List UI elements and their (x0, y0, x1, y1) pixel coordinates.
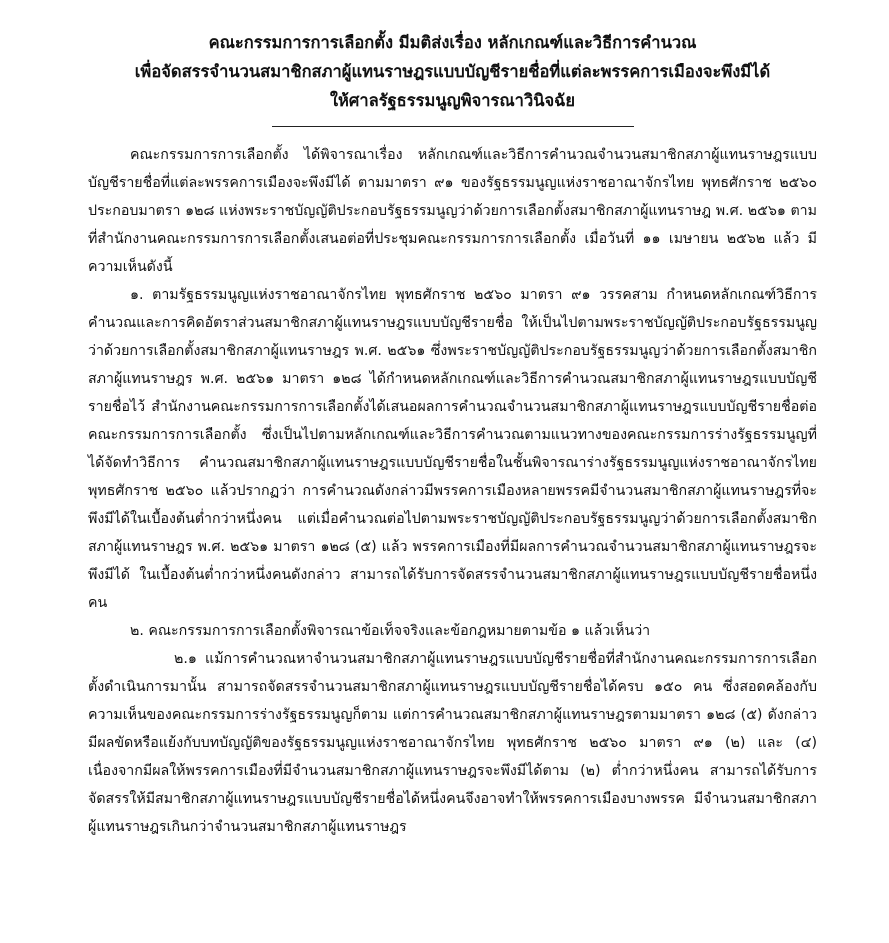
title-line-1: คณะกรรมการการเลือกตั้ง มีมติส่งเรื่อง หลักเกณฑ์และวิธีการคำนวณ (208, 33, 697, 52)
paragraph-item-1: ๑. ตามรัฐธรรมนูญแห่งราชอาณาจักรไทย พุทธศักราช ๒๕๖๐ มาตรา ๙๑ วรรคสาม กำหนดหลักเกณฑ์วิธีการคำนวณและการคิดอัตราส่วนสมาชิกสภาผู้แทนราษฎรแบบบัญชีรายชื่อ ให้เป็นไปตามพระราชบัญญัติประกอบรัฐธรรมนูญว่าด้วยการเลือกตั้งสมาชิกสภาผู้แทนราษฎร พ.ศ. ๒๕๖๑ ซึ่งพระราชบัญญัติประกอบรัฐธรรมนูญว่าด้วยการเลือกตั้งสมาชิกสภาผู้แทนราษฎร พ.ศ. ๒๕๖๑ มาตรา ๑๒๘ ได้กำหนดหลักเกณฑ์และวิธีการคำนวณสมาชิกสภาผู้แทนราษฎรแบบบัญชีรายชื่อไว้ สำนักงานคณะกรรมการการเลือกตั้งได้เสนอผลการคำนวณจำนวนสมาชิกสภาผู้แทนราษฎรแบบบัญชีรายชื่อต่อคณะกรรมการการเลือกตั้ง ซึ่งเป็นไปตามหลักเกณฑ์และวิธีการคำนวณตามแนวทางของคณะกรรมการร่างรัฐธรรมนูญที่ได้จัดทำวิธีการ คำนวณสมาชิกสภาผู้แทนราษฎรแบบบัญชีรายชื่อในชั้นพิจารณาร่างรัฐธรรมนูญแห่งราชอาณาจักรไทย พุทธศักราช ๒๕๖๐ แล้วปรากฏว่า การคำนวณดังกล่าวมีพรรคการเมืองหลายพรรคมีจำนวนสมาชิกสภาผู้แทนราษฎรที่จะพึงมีได้ในเบื้องต้นต่ำกว่าหนึ่งคน แต่เมื่อคำนวณต่อไปตามพระราชบัญญัติประกอบรัฐธรรมนูญว่าด้วยการเลือกตั้งสมาชิกสภาผู้แทนราษฎร พ.ศ. ๒๕๖๑ มาตรา ๑๒๘ (๕) แล้ว พรรคการเมืองที่มีผลการคำนวณจำนวนสมาชิกสภาผู้แทนราษฎรจะพึงมีได้ ในเบื้องต้นต่ำกว่าหนึ่งคนดังกล่าว สามารถได้รับการจัดสรรจำนวนสมาชิกสภาผู้แทนราษฎรแบบบัญชีรายชื่อหนึ่งคน (88, 287, 817, 611)
title-line-3: ให้ศาลรัฐธรรมนูญพิจารณาวินิจฉัย (329, 91, 576, 110)
document-title (88, 28, 817, 115)
document-body (88, 141, 817, 841)
paragraph-item-2: ๒. คณะกรรมการการเลือกตั้งพิจารณาข้อเท็จจริงและข้อกฎหมายตามข้อ ๑ แล้วเห็นว่า (130, 623, 651, 639)
paragraph-intro: คณะกรรมการการเลือกตั้ง ได้พิจารณาเรื่อง หลักเกณฑ์และวิธีการคำนวณจำนวนสมาชิกสภาผู้แทนราษฎรแบบบัญชีรายชื่อที่แต่ละพรรคการเมืองจะพึงมีได้ ตามมาตรา ๙๑ ของรัฐธรรมนูญแห่งราชอาณาจักรไทย พุทธศักราช ๒๕๖๐ ประกอบมาตรา ๑๒๘ แห่งพระราชบัญญัติประกอบรัฐธรรมนูญว่าด้วยการเลือกตั้งสมาชิกสภาผู้แทนราษฎ พ.ศ. ๒๕๖๑ ตามที่สำนักงานคณะกรรมการการเลือกตั้งเสนอต่อที่ประชุมคณะกรรมการการเลือกตั้ง เมื่อวันที่ ๑๑ เมษายน ๒๕๖๒ แล้ว มีความเห็นดังนี้ (88, 147, 817, 275)
paragraph-item-2-1: ๒.๑ แม้การคำนวณหาจำนวนสมาชิกสภาผู้แทนราษฎรแบบบัญชีรายชื่อที่สำนักงานคณะกรรมการการเลือกตั้งดำเนินการมานั้น สามารถจัดสรรจำนวนสมาชิกสภาผู้แทนราษฎรแบบบัญชีรายชื่อได้ครบ ๑๕๐ คน ซึ่งสอดคล้องกับความเห็นของคณะกรรมการร่างรัฐธรรมนูญก็ตาม แต่การคำนวณสมาชิกสภาผู้แทนราษฎรตามมาตรา ๑๒๘ (๕) ดังกล่าวมีผลขัดหรือแย้งกับบทบัญญัติของรัฐธรรมนูญแห่งราชอาณาจักรไทย พุทธศักราช ๒๕๖๐ มาตรา ๙๑ (๒) และ (๔) เนื่องจากมีผลให้พรรคการเมืองที่มีจำนวนสมาชิกสภาผู้แทนราษฎรจะพึงมีได้ตาม (๒) ต่ำกว่าหนึ่งคน สามารถได้รับการจัดสรรให้มีสมาชิกสภาผู้แทนราษฎรแบบบัญชีรายชื่อได้หนึ่งคนจึงอาจทำให้พรรคการเมืองบางพรรค มีจำนวนสมาชิกสภาผู้แทนราษฎรเกินกว่าจำนวนสมาชิกสภาผู้แทนราษฎร (88, 651, 817, 835)
title-divider (272, 126, 634, 127)
title-line-2: เพื่อจัดสรรจำนวนสมาชิกสภาผู้แทนราษฎรแบบบัญชีรายชื่อที่แต่ละพรรคการเมืองจะพึงมีได้ (134, 62, 771, 81)
